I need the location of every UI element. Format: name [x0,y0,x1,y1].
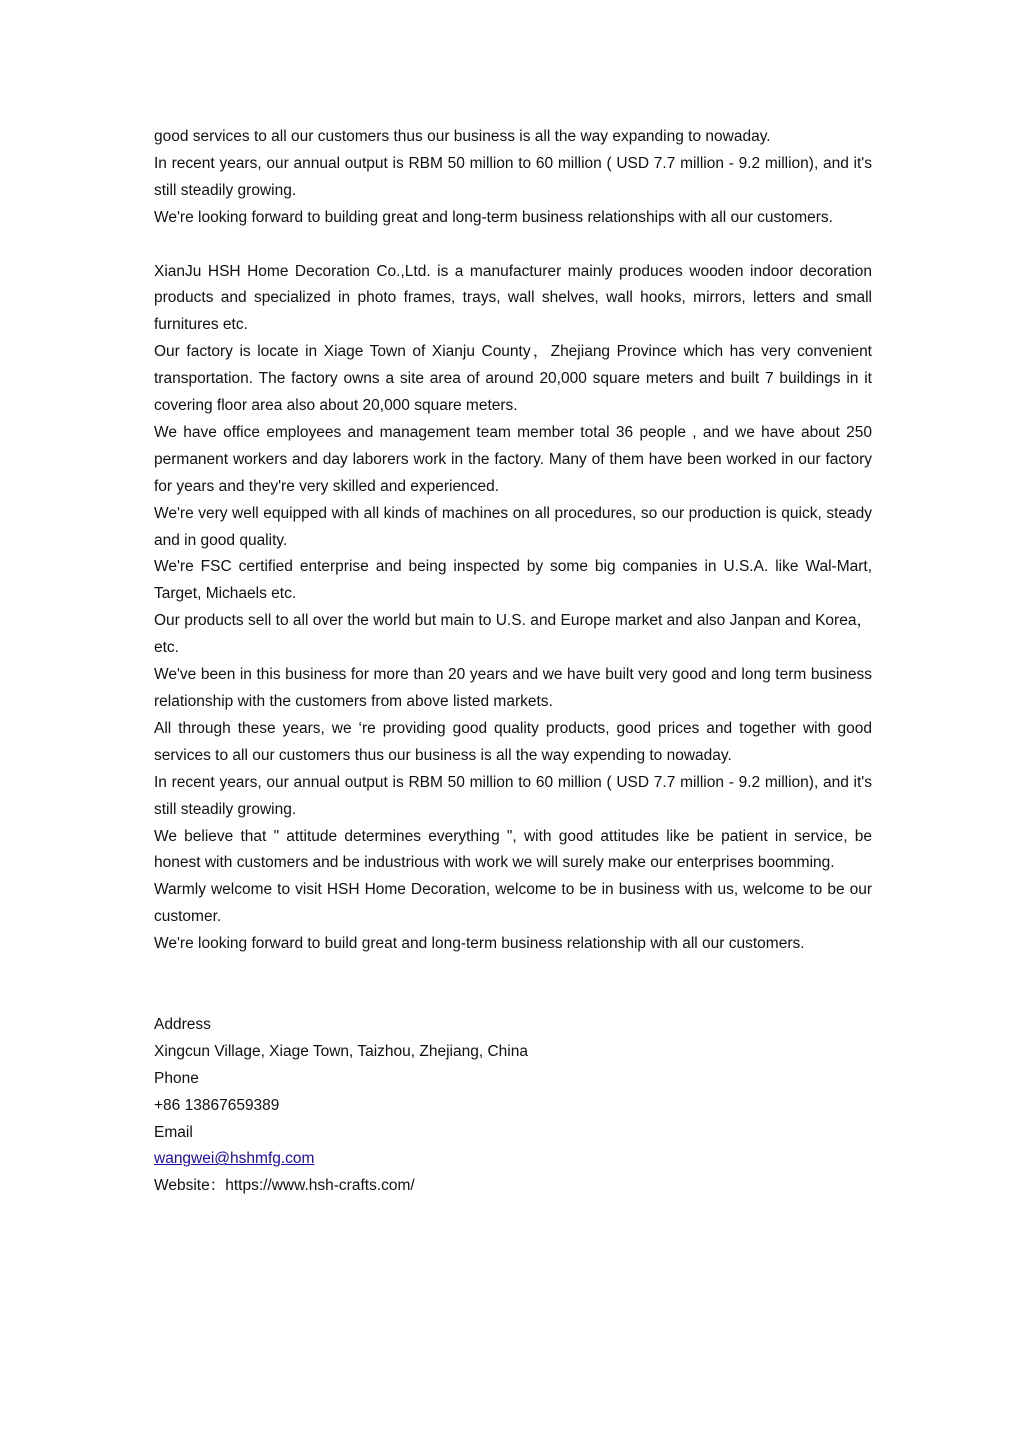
body-paragraph-quality: All through these years, we ‘re providing good quality products, good prices and together with good services to all our customers thus our business is all the way expending to nowaday. [154,719,872,764]
address-value: Xingcun Village, Xiage Town, Taizhou, Zhejiang, China [154,1042,528,1060]
intro-paragraph-2: In recent years, our annual output is RBM 50 million to 60 million ( USD 7.7 million - 9.2 million), and it's still steadily growing. [154,154,872,199]
paragraph-spacer [154,232,872,259]
body-paragraph-output: In recent years, our annual output is RBM 50 million to 60 million ( USD 7.7 million - 9.2 million), and it's still steadily growing. [154,773,872,818]
phone-value: +86 13867659389 [154,1096,280,1114]
email-line [154,1146,872,1173]
document-page [154,124,872,1200]
body-paragraph-certification: We're FSC certified enterprise and being inspected by some big companies in U.S.A. like Wal-Mart, Target, Michaels etc. [154,558,872,603]
email-link[interactable]: wangwei@hshmfg.com [154,1150,315,1168]
body-paragraph-company: XianJu HSH Home Decoration Co.,Ltd. is a manufacturer mainly produces wooden indoor decoration products and specialized in photo frames, trays, wall shelves, wall hooks, mirrors, letters and small furnitures etc. [154,262,872,334]
body-paragraph-factory: Our factory is locate in Xiage Town of Xianju County，Zhejiang Province which has very convenient transportation. The factory owns a site area of around 20,000 square meters and built 7 buildings in it covering floor area also about 20,000 square meters. [154,343,872,415]
website-line: Website：https://www.hsh-crafts.com/ [154,1177,415,1195]
email-label: Email [154,1123,193,1141]
intro-paragraph-3: We're looking forward to building great and long-term business relationships with all our customers. [154,208,833,226]
body-paragraph-equipment: We're very well equipped with all kinds of machines on all procedures, so our production is quick, steady and in good quality. [154,504,872,549]
phone-label: Phone [154,1069,199,1087]
body-paragraph-markets: Our products sell to all over the world but main to U.S. and Europe market and also Janpan and Korea， etc. [154,612,872,657]
body-paragraph-welcome: Warmly welcome to visit HSH Home Decoration, welcome to be in business with us, welcome to be our customer. [154,881,872,926]
intro-paragraph-1: good services to all our customers thus our business is all the way expanding to nowaday. [154,128,771,145]
address-label: Address [154,1015,211,1033]
contact-section [154,1012,872,1200]
body-paragraph-attitude: We believe that " attitude determines everything ", with good attitudes like be patient in service, be honest with customers and be industrious with work we will surely make our enterprises boomming. [154,827,872,872]
body-paragraph-closing: We're looking forward to build great and long-term business relationship with all our customers. [154,935,805,953]
body-paragraph-employees: We have office employees and management team member total 36 people , and we have about 250 permanent workers and day laborers work in the factory. Many of them have been worked in our factory for years and they're very skilled and experienced. [154,423,872,495]
section-spacer [154,958,872,1012]
body-paragraph-experience: We've been in this business for more than 20 years and we have built very good and long term business relationship with the customers from above listed markets. [154,666,872,711]
